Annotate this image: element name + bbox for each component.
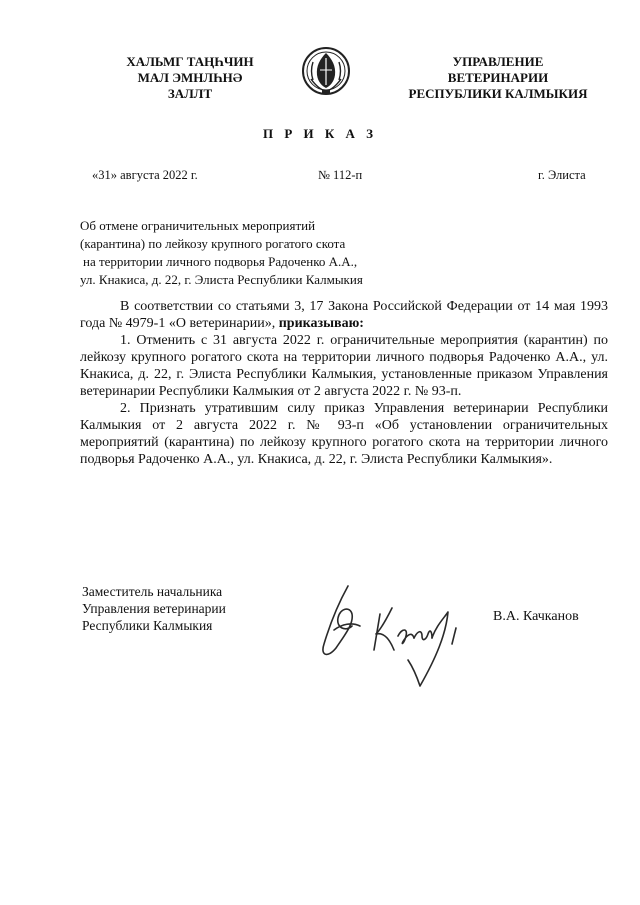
order-item: 2. Признать утратившим силу приказ Управления ветеринарии Республики Калмыкия от 2 августа 2022 г. № 93-п «Об установлении ограничительных мероприятий (карантина) по лейкозу крупного рогатого скота на территории личного подворья Радоченко А.А., ул. Кнакиса, д. 22, г. Элиста Республики Калмыкия». xyxy=(80,401,608,467)
subject-line: на территории личного подворья Радоченко А.А., xyxy=(83,254,358,269)
order-number: № 112-п xyxy=(318,168,363,182)
header-right-line: УПРАВЛЕНИЕ xyxy=(452,54,544,69)
header-left-line: МАЛ ЭМНЛҺНӘ xyxy=(137,70,243,85)
signer-position-line: Заместитель начальника xyxy=(82,584,223,599)
signer-position xyxy=(82,583,302,634)
header-left-line: ЗАЛЛТ xyxy=(167,86,213,101)
preamble-paragraph xyxy=(80,298,608,332)
header-right-line: РЕСПУБЛИКИ КАЛМЫКИЯ xyxy=(408,86,588,101)
order-body xyxy=(80,298,608,468)
subject-line: Об отмене ограничительных мероприятий xyxy=(80,218,316,233)
header-left-line: ХАЛЬМГ ТАҢҺЧИН xyxy=(126,54,254,69)
header-right-line: ВЕТЕРИНАРИИ xyxy=(447,70,549,85)
decree-word: приказываю: xyxy=(278,316,364,331)
signer-position-line: Республики Калмыкия xyxy=(82,618,213,633)
signer-name: В.А. Качканов xyxy=(493,609,579,624)
order-subject xyxy=(80,217,410,289)
subject-line: ул. Кнакиса, д. 22, г. Элиста Республики Калмыкия xyxy=(80,272,363,287)
order-item: 1. Отменить с 31 августа 2022 г. ограничительные мероприятия (карантин) по лейкозу крупного рогатого скота на территории личного подворья Радоченко А.А., ул. Кнакиса, д. 22, г. Элиста Республики Калмыкия, установленные приказом Управления ветеринарии Республики Калмыкия от 2 августа 2022 г. № 93-п. xyxy=(80,333,608,399)
order-date: «31» августа 2022 г. xyxy=(92,168,198,182)
header-kalmyk-org-name xyxy=(100,54,280,102)
order-title: П Р И К А З xyxy=(262,126,378,141)
header-russian-org-name xyxy=(398,54,598,102)
kalmykia-coat-of-arms-icon xyxy=(301,44,351,98)
handwritten-signature xyxy=(308,574,478,694)
signer-position-line: Управления ветеринарии xyxy=(82,601,226,616)
order-city: г. Элиста xyxy=(538,168,586,182)
subject-line: (карантина) по лейкозу крупного рогатого скота xyxy=(80,236,346,251)
preamble-text: В соответствии со статьями 3, 17 Закона Российской Федерации от 14 мая 1993 года № 4979-1 «О ветеринарии», xyxy=(80,299,608,331)
